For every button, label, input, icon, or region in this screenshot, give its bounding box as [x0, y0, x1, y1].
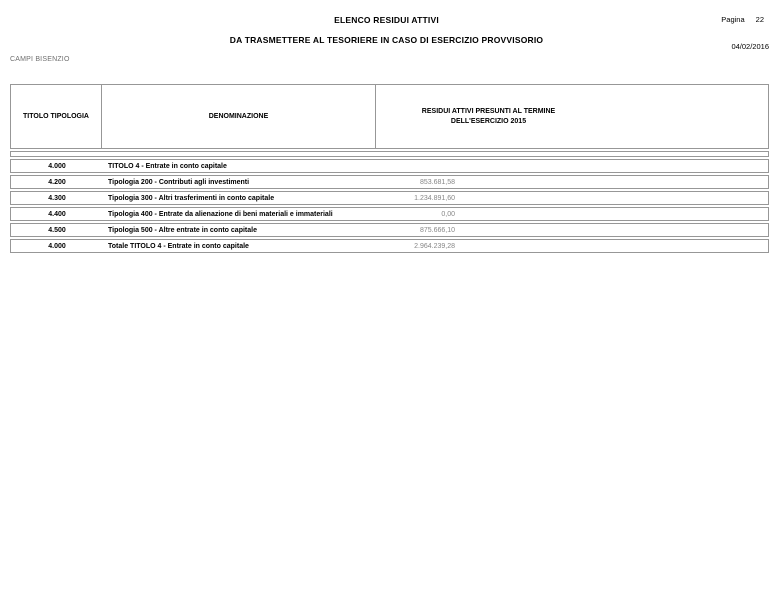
page-label: Pagina [721, 15, 745, 24]
table-row [10, 223, 769, 237]
report-title: ELENCO RESIDUI ATTIVI [334, 15, 439, 25]
table-row [10, 159, 769, 173]
row-denomination: TITOLO 4 - Entrate in conto capitale [108, 162, 227, 170]
row-code: 4.400 [48, 210, 66, 218]
column-header-residui-line2: DELL'ESERCIZIO 2015 [450, 117, 527, 125]
row-amount: 875.666,10 [419, 226, 455, 234]
column-header-residui-line1: RESIDUI ATTIVI PRESUNTI AL TERMINE [421, 108, 556, 116]
row-code: 4.300 [48, 194, 66, 202]
page-indicator [721, 15, 764, 24]
row-denomination: Tipologia 300 - Altri trasferimenti in conto capitale [108, 194, 275, 202]
residui-attivi-table [10, 84, 769, 253]
report-title-block [0, 15, 773, 45]
row-code: 4.000 [48, 242, 66, 250]
row-amount: 0,00 [441, 210, 455, 218]
row-amount: 1.234.891,60 [414, 194, 455, 202]
row-denomination: Tipologia 500 - Altre entrate in conto capitale [108, 226, 257, 234]
row-amount: 853.681,58 [419, 178, 455, 186]
column-header-denominazione: DENOMINAZIONE [102, 85, 376, 148]
row-amount: 2.964.239,28 [414, 242, 455, 250]
table-row [10, 207, 769, 221]
row-denomination: Totale TITOLO 4 - Entrate in conto capitale [108, 242, 249, 250]
column-header-titolo-tipologia: TITOLO TIPOLOGIA [11, 85, 102, 148]
row-denomination: Tipologia 400 - Entrate da alienazione di beni materiali e immateriali [108, 210, 333, 218]
table-row-total [10, 239, 769, 253]
row-code: 4.500 [48, 226, 66, 234]
entity-name: CAMPI BISENZIO [10, 56, 70, 63]
table-header-row [10, 84, 769, 149]
row-code: 4.000 [48, 162, 66, 170]
report-date: 04/02/2016 [731, 42, 769, 51]
page-number: 22 [755, 15, 764, 24]
row-denomination: Tipologia 200 - Contributi agli investimenti [108, 178, 250, 186]
table-row [10, 175, 769, 189]
empty-separator-row [10, 151, 769, 157]
table-row [10, 191, 769, 205]
column-header-residui-attivi-text [376, 107, 601, 126]
column-header-residui-attivi [376, 85, 768, 148]
report-subtitle: DA TRASMETTERE AL TESORIERE IN CASO DI ESERCIZIO PROVVISORIO [229, 35, 544, 45]
row-code: 4.200 [48, 178, 66, 186]
